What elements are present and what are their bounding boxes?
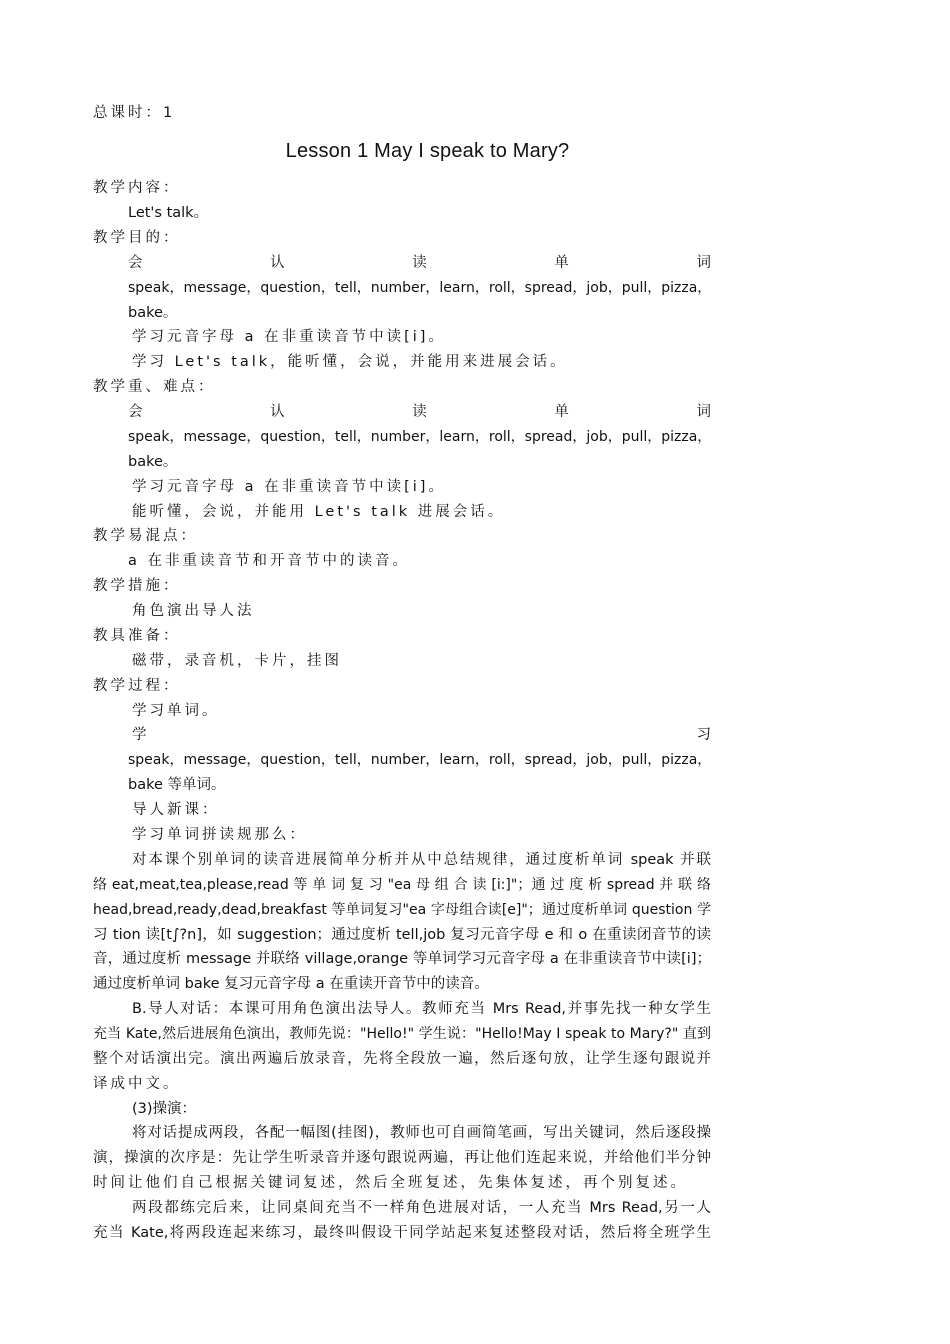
- key-word-list: speak，message，question，tell，number，learn，roll，spread，job，pull，pizza，: [128, 429, 712, 445]
- paragraph-line: 通过度析单词 bake 复习元音字母 a 在重读开音节中的读音。: [93, 976, 489, 992]
- process-step: 导人新课：: [132, 802, 220, 818]
- confusion-text: a 在非重读音节和开音节中的读音。: [128, 553, 410, 569]
- paragraph-line: 对本课个别单词的读音进展简单分析并从中总结规律，通过度析单词 speak 并联: [132, 852, 711, 868]
- section-heading-confusion: 教学易混点：: [93, 528, 198, 544]
- paragraph-line: head,bread,ready,dead,breakfast 等单词复习"ea 字母组合读[e]"；通过度析单词 question 学: [93, 902, 711, 918]
- paragraph-line: 充当 Kate,然后进展角色演出，教师先说："Hello!" 学生说："Hello!May I speak to Mary?" 直到: [93, 1026, 711, 1042]
- process-word-list: speak，message，question，tell，number，learn，roll，spread，job，pull，pizza，: [128, 752, 712, 768]
- process-step: 学习单词拼读规那么：: [132, 827, 307, 843]
- goals-word-list: speak，message，question，tell，number，learn，roll，spread，job，pull，pizza，: [128, 280, 712, 296]
- process-step: 学习单词。: [132, 703, 220, 719]
- total-hours: 总课时：1: [93, 105, 176, 121]
- section-heading-goals: 教学目的：: [93, 230, 181, 246]
- spread-char: 认: [270, 404, 285, 420]
- spread-char: 会: [128, 404, 143, 420]
- goals-spread-line: [128, 254, 711, 272]
- process-spread-line: [132, 726, 711, 744]
- spread-char: 单: [554, 255, 569, 271]
- spread-char: 词: [696, 255, 711, 271]
- paragraph-line: 音，通过度析 message 并联络 village,orange 等单词学习元音字母 a 在非重读音节中读[i]；: [93, 951, 711, 967]
- paragraph-line: 充当 Kate,将两段连起来练习，最终叫假设干同学站起来复述整段对话，然后将全班学生: [93, 1225, 711, 1241]
- spread-char: 学: [132, 727, 147, 743]
- paragraph-line: 两段都练完后来，让同桌间充当不一样角色进展对话，一人充当 Mrs Read,另一人: [132, 1200, 711, 1216]
- measures-text: 角色演出导人法: [132, 603, 255, 619]
- spread-char: 词: [696, 404, 711, 420]
- spread-char: 认: [270, 255, 285, 271]
- section-heading-measures: 教学措施：: [93, 578, 181, 594]
- spread-char: 读: [412, 404, 427, 420]
- paragraph-line: 时间让他们自己根据关键词复述，然后全班复述，先集体复述，再个别复述。: [93, 1175, 688, 1191]
- section-heading-tools: 教具准备：: [93, 628, 181, 644]
- paragraph-line: 译成中文。: [93, 1076, 181, 1092]
- paragraph-line: 习 tion 读[t∫?n]，如 suggestion；通过度析 tell,job 复习元音字母 e 和 o 在重读闭音节的读: [93, 927, 711, 943]
- step-heading: (3)操演：: [132, 1101, 197, 1117]
- content-text: Let's talk。: [128, 205, 209, 221]
- paragraph-line: 将对话提成两段，各配一幅图(挂图)，教师也可自画简笔画，写出关键词，然后逐段操: [132, 1125, 711, 1141]
- key-word-list-end: bake。: [128, 454, 178, 470]
- key-item: 学习元音字母 a 在非重读音节中读[i]。: [132, 479, 446, 495]
- spread-char: 习: [696, 727, 711, 743]
- paragraph-line: 整个对话演出完。演出两遍后放录音，先将全段放一遍，然后逐句放，让学生逐句跟说并: [93, 1051, 711, 1067]
- spread-char: 读: [412, 255, 427, 271]
- process-word-list-end: bake 等单词。: [128, 777, 226, 793]
- spread-char: 会: [128, 255, 143, 271]
- spread-char: 单: [554, 404, 569, 420]
- key-spread-line: [128, 403, 711, 421]
- section-heading-key-points: 教学重、难点：: [93, 379, 216, 395]
- goal-item: 学习元音字母 a 在非重读音节中读[i]。: [132, 329, 446, 345]
- paragraph-line: 络 eat,meat,tea,please,read 等 单 词 复 习 "ea 母 组 合 读 [i:]"；通 过 度 析 spread 并 联 络: [93, 877, 711, 893]
- page-title: Lesson 1 May I speak to Mary?: [285, 140, 570, 162]
- paragraph-line: B.导人对话：本课可用角色演出法导人。教师充当 Mrs Read,并事先找一种女学生: [132, 1001, 711, 1017]
- goal-item: 学习 Let's talk，能听懂，会说，并能用来进展会话。: [132, 354, 568, 370]
- key-item: 能听懂，会说，并能用 Let's talk 进展会话。: [132, 504, 506, 520]
- paragraph-line: 演，操演的次序是：先让学生听录音并逐句跟说两遍，再让他们连起来说，并给他们半分钟: [93, 1150, 711, 1166]
- goals-word-list-end: bake。: [128, 305, 178, 321]
- section-heading-content: 教学内容：: [93, 180, 181, 196]
- tools-text: 磁带，录音机，卡片，挂图: [132, 653, 342, 669]
- section-heading-process: 教学过程：: [93, 678, 181, 694]
